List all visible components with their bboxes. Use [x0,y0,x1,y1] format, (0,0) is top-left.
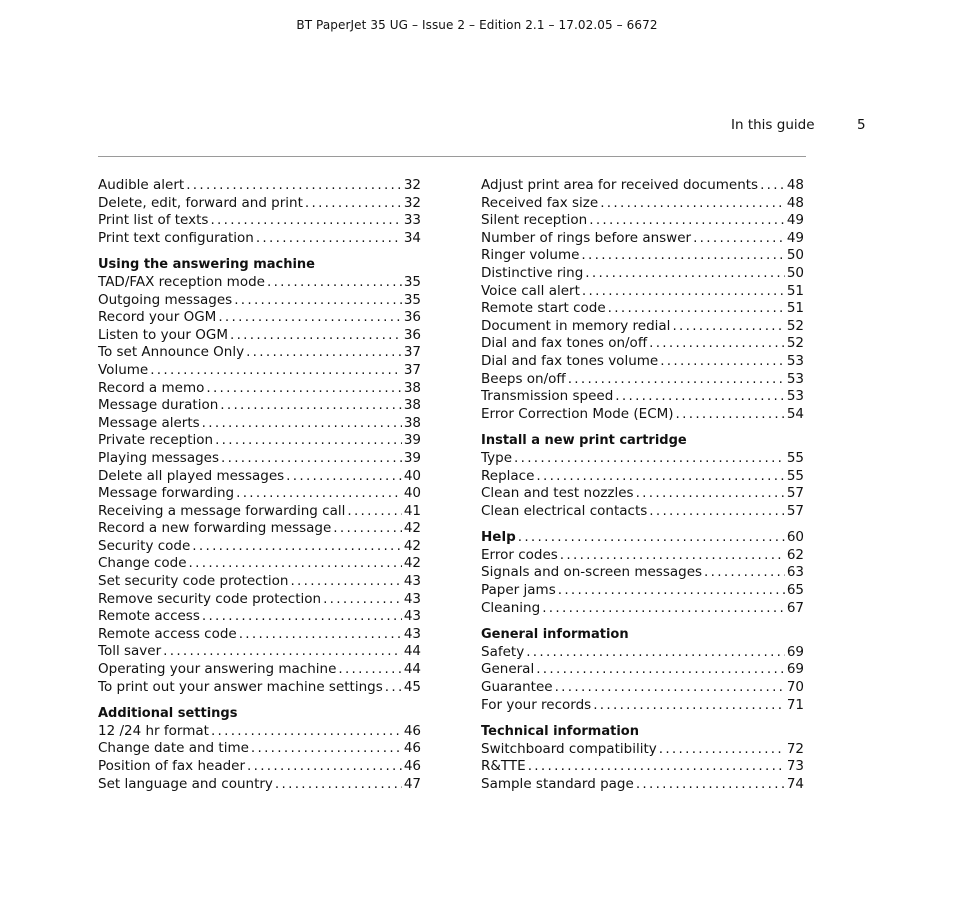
toc-entry-label: Private reception [98,432,214,449]
toc-entry-page: 62 [786,546,804,563]
toc-entry[interactable] [98,415,421,433]
toc-entry-label: Switchboard compatibility [481,740,657,757]
toc-entry[interactable] [481,503,804,521]
page-number: 5 [857,117,866,133]
toc-entry[interactable] [98,758,421,776]
dot-leader [649,503,785,521]
toc-group [98,723,421,793]
header-divider [98,156,806,157]
toc-entry-label: Print text configuration [98,229,254,246]
toc-entry-label: Remote start code [481,300,606,317]
toc-entry[interactable] [481,564,804,582]
dot-leader [518,529,785,547]
toc-entry[interactable] [98,573,421,591]
toc-entry-page: 51 [786,282,804,299]
toc-entry-label: Paper jams [481,582,556,599]
toc-entry[interactable] [98,230,421,248]
toc-entry-label: Change code [98,555,187,572]
toc-entry-page: 50 [786,247,804,264]
dot-leader [636,485,785,503]
toc-entry-label: To print out your answer machine settings [98,678,383,695]
dot-leader [560,547,785,565]
dot-leader [536,661,785,679]
toc-entry[interactable] [481,661,804,679]
dot-leader [649,335,785,353]
toc-entry-label: Record your OGM [98,309,217,326]
toc-entry-page: 35 [403,273,421,290]
toc-entry[interactable] [481,679,804,697]
toc-entry-label: Toll saver [98,643,162,660]
toc-entry-label: Cleaning [481,599,541,616]
toc-entry-label: Dial and fax tones volume [481,352,659,369]
toc-entry-label: Security code [98,537,191,554]
toc-entry[interactable] [481,195,804,213]
toc-entry-page: 32 [403,194,421,211]
toc-entry-page: 53 [786,388,804,405]
toc-entry-label: Error Correction Mode (ECM) [481,405,674,422]
toc-entry[interactable] [98,309,421,327]
toc-entry[interactable] [98,177,421,195]
dot-leader [581,247,784,265]
toc-group [481,547,804,617]
toc-group [481,644,804,714]
toc-entry-page: 46 [403,740,421,757]
toc-entry[interactable] [98,643,421,661]
dot-leader [202,415,402,433]
toc-entry-page: 42 [403,555,421,572]
toc-entry[interactable] [481,318,804,336]
toc-entry-page: 39 [403,449,421,466]
toc-entry-page: 47 [403,775,421,792]
dot-leader [275,776,402,794]
toc-entry-help[interactable] [481,529,804,547]
toc-entry-page: 65 [786,582,804,599]
toc-entry[interactable] [98,661,421,679]
toc-entry[interactable] [98,397,421,415]
dot-leader [192,538,402,556]
toc-entry-label: Signals and on-screen messages [481,564,703,581]
dot-leader [215,432,402,450]
toc-entry-page: 54 [786,405,804,422]
toc-entry-label: Type [481,449,513,466]
dot-leader [246,344,402,362]
toc-entry[interactable] [98,380,421,398]
toc-entry-page: 39 [403,432,421,449]
toc-entry[interactable] [98,555,421,573]
toc-entry-page: 36 [403,326,421,343]
toc-entry-page: 51 [786,300,804,317]
toc-entry-page: 34 [403,229,421,246]
section-heading: Additional settings [98,706,238,722]
toc-entry-label: Volume [98,361,149,378]
dot-leader [186,177,402,195]
toc-entry-page: 43 [403,590,421,607]
toc-entry[interactable] [98,468,421,486]
dot-leader [234,292,402,310]
dot-leader [220,397,402,415]
toc-entry[interactable] [98,195,421,213]
dot-leader [615,388,785,406]
toc-entry-label: Clean and test nozzles [481,485,634,502]
toc-entry-label: Silent reception [481,212,588,229]
section-heading: General information [481,627,629,643]
dot-leader [290,573,401,591]
toc-entry-page: 43 [403,625,421,642]
toc-entry[interactable] [481,741,804,759]
toc-entry[interactable] [481,485,804,503]
toc-entry-page: 45 [403,678,421,695]
dot-leader [163,643,402,661]
document-meta-line: BT PaperJet 35 UG – Issue 2 – Edition 2.1 – 17.02.05 – 6672 [296,18,658,32]
toc-column-right [481,177,804,794]
toc-entry-page: 43 [403,573,421,590]
dot-leader [247,758,402,776]
toc-entry-label: Replace [481,467,535,484]
toc-entry-page: 44 [403,643,421,660]
toc-entry-label: Set language and country [98,775,273,792]
toc-entry[interactable] [98,432,421,450]
toc-entry-page: 53 [786,370,804,387]
toc-entry[interactable] [481,335,804,353]
dot-leader [568,371,785,389]
toc-entry-label: R&TTE [481,758,526,775]
dot-leader [659,741,785,759]
dot-leader [536,468,784,486]
toc-entry-label: Change date and time [98,740,249,757]
dot-leader [305,195,402,213]
dot-leader [514,450,785,468]
toc-entry[interactable] [98,450,421,468]
dot-leader [202,608,402,626]
toc-entry-label: Message alerts [98,414,200,431]
toc-entry[interactable] [481,600,804,618]
toc-entry[interactable] [481,371,804,389]
toc-entry-label: Position of fax header [98,758,246,774]
toc-entry[interactable] [481,450,804,468]
toc-entry-label: Remove security code protection [98,590,322,607]
toc-entry[interactable] [481,644,804,662]
toc-entry-page: 69 [786,643,804,660]
toc-entry[interactable] [98,212,421,230]
toc-entry[interactable] [98,274,421,292]
toc-entry-label: To set Announce Only [98,344,245,361]
toc-entry-page: 38 [403,397,421,414]
toc-entry-page: 37 [403,361,421,378]
toc-entry-page: 35 [403,291,421,308]
toc-group [481,177,804,423]
toc-entry-label: Remote access [98,608,200,625]
section-heading: Install a new print cartridge [481,433,687,449]
toc-entry-page: 60 [786,529,804,546]
toc-entry[interactable] [98,520,421,538]
toc-entry[interactable] [481,776,804,794]
toc-entry[interactable] [98,344,421,362]
toc-entry-label: Sample standard page [481,776,634,792]
toc-entry-page: 55 [786,449,804,466]
toc-group [481,450,804,520]
toc-entry-page: 57 [786,485,804,502]
toc-entry[interactable] [481,212,804,230]
toc-entry[interactable] [98,485,421,503]
dot-leader [221,450,402,468]
toc-entry[interactable] [98,503,421,521]
toc-entry-page: 69 [786,661,804,678]
toc-entry[interactable] [481,265,804,283]
toc-entry-page: 74 [786,776,804,792]
toc-entry-page: 42 [403,537,421,554]
toc-entry-page: 41 [403,502,421,519]
toc-entry-page: 63 [786,564,804,581]
dot-leader [236,485,402,503]
dot-leader [210,212,401,230]
dot-leader [608,300,785,318]
toc-entry[interactable] [481,758,804,776]
dot-leader [150,362,402,380]
toc-entry[interactable] [98,362,421,380]
dot-leader [385,679,402,697]
dot-leader [218,309,401,327]
toc-entry-label: Listen to your OGM [98,326,228,343]
toc-entry-label: Outgoing messages [98,291,233,308]
dot-leader [636,776,785,794]
toc-entry-label: Record a memo [98,379,205,396]
toc-entry-label: Ringer volume [481,247,580,264]
toc-entry-page: 71 [786,696,804,713]
dot-leader [211,723,402,741]
toc-entry-label: Document in memory redial [481,317,671,334]
toc-entry-page: 40 [403,485,421,502]
toc-entry[interactable] [98,723,421,741]
toc-entry[interactable] [481,468,804,486]
toc-entry-label: Message forwarding [98,485,235,502]
toc-entry-page: 36 [403,309,421,326]
toc-entry-label: Safety [481,643,525,660]
toc-entry-label: Operating your answering machine [98,661,337,678]
dot-leader [558,582,785,600]
section-heading: Technical information [481,724,639,740]
dot-leader [760,177,785,195]
toc-entry-page: 50 [786,264,804,281]
toc-entry-page: 53 [786,352,804,369]
toc-entry-page: 38 [403,414,421,431]
dot-leader [251,740,402,758]
toc-entry-page: 48 [786,194,804,211]
toc-entry-label: Help [481,529,516,546]
toc-entry-page: 43 [403,608,421,625]
dot-leader [542,600,785,618]
toc-entry-page: 52 [786,317,804,334]
toc-entry[interactable] [98,679,421,697]
toc-entry-label: Receiving a message forwarding call [98,502,346,519]
toc-column-left [98,177,421,793]
toc-entry-label: Delete, edit, forward and print [98,194,303,211]
toc-entry[interactable] [481,230,804,248]
toc-entry-label: Received fax size [481,194,599,211]
dot-leader [189,555,402,573]
toc-entry[interactable] [481,697,804,715]
toc-entry-label: Print list of texts [98,212,209,229]
toc-entry[interactable] [481,388,804,406]
toc-group [98,274,421,696]
toc-entry[interactable] [481,300,804,318]
dot-leader [323,591,402,609]
toc-entry-page: 46 [403,722,421,739]
toc-entry-label: 12 /24 hr format [98,722,209,739]
toc-entry-label: Error codes [481,546,558,563]
dot-leader [206,380,401,398]
dot-leader [526,644,785,662]
dot-leader [585,265,785,283]
toc-entry-page: 38 [403,379,421,396]
toc-entry-page: 32 [403,177,421,193]
toc-entry-label: Record a new forwarding message [98,520,332,537]
toc-entry-page: 73 [786,758,804,775]
dot-leader [676,406,785,424]
dot-leader [528,758,785,776]
toc-entry-label: Guarantee [481,679,553,696]
toc-group [98,177,421,247]
dot-leader [582,283,785,301]
toc-entry-label: Transmission speed [481,388,614,405]
toc-entry-label: Clean electrical contacts [481,502,648,519]
dot-leader [347,503,401,521]
toc-entry-label: Message duration [98,397,219,414]
dot-leader [704,564,785,582]
toc-entry[interactable] [98,608,421,626]
toc-entry[interactable] [481,353,804,371]
toc-entry-label: Playing messages [98,449,220,466]
toc-entry-page: 55 [786,467,804,484]
toc-entry[interactable] [98,327,421,345]
toc-entry-page: 52 [786,335,804,352]
toc-entry[interactable] [481,582,804,600]
toc-entry-label: Dial and fax tones on/off [481,335,648,352]
toc-entry-page: 42 [403,520,421,537]
toc-entry-page: 44 [403,661,421,678]
toc-entry-page: 37 [403,344,421,361]
toc-entry-page: 70 [786,679,804,696]
toc-entry[interactable] [481,547,804,565]
toc-entry-page: 48 [786,177,804,193]
dot-leader [593,697,785,715]
toc-entry-label: TAD/FAX reception mode [98,273,265,290]
toc-entry[interactable] [98,538,421,556]
dot-leader [338,661,401,679]
dot-leader [230,327,402,345]
toc-entry-label: Voice call alert [481,282,580,299]
toc-entry[interactable] [481,283,804,301]
dot-leader [239,626,402,644]
toc-entry[interactable] [98,591,421,609]
toc-entry-page: 40 [403,467,421,484]
toc-entry[interactable] [481,406,804,424]
toc-entry[interactable] [98,626,421,644]
toc-entry-label: Remote access code [98,625,237,642]
toc-entry-page: 72 [786,740,804,757]
toc-entry-label: Distinctive ring [481,264,584,281]
toc-entry[interactable] [481,177,804,195]
section-heading: Using the answering machine [98,257,316,273]
toc-group [481,741,804,794]
toc-entry-page: 49 [786,212,804,229]
toc-entry-label: Delete all played messages [98,467,285,484]
toc-entry-label: Adjust print area for received documents [481,177,759,193]
dot-leader [333,520,402,538]
dot-leader [256,230,402,248]
dot-leader [672,318,784,336]
dot-leader [267,274,402,292]
toc-entry-page: 57 [786,502,804,519]
toc-entry[interactable] [98,776,421,794]
toc-entry-page: 33 [403,212,421,229]
toc-entry-page: 46 [403,758,421,774]
toc-entry-label: Beeps on/off [481,370,566,387]
dot-leader [600,195,785,213]
dot-leader [286,468,402,486]
toc-entry-page: 67 [786,599,804,616]
dot-leader [660,353,785,371]
toc-entry[interactable] [481,247,804,265]
toc-entry[interactable] [98,740,421,758]
dot-leader [589,212,785,230]
dot-leader [555,679,785,697]
toc-entry-label: For your records [481,696,592,713]
toc-entry[interactable] [98,292,421,310]
toc-entry-label: General [481,661,535,678]
dot-leader [693,230,785,248]
toc-entry-label: Set security code protection [98,573,289,590]
toc-entry-page: 49 [786,229,804,246]
toc-entry-label: Audible alert [98,177,185,193]
running-title: In this guide [731,117,815,133]
toc-entry-label: Number of rings before answer [481,229,692,246]
